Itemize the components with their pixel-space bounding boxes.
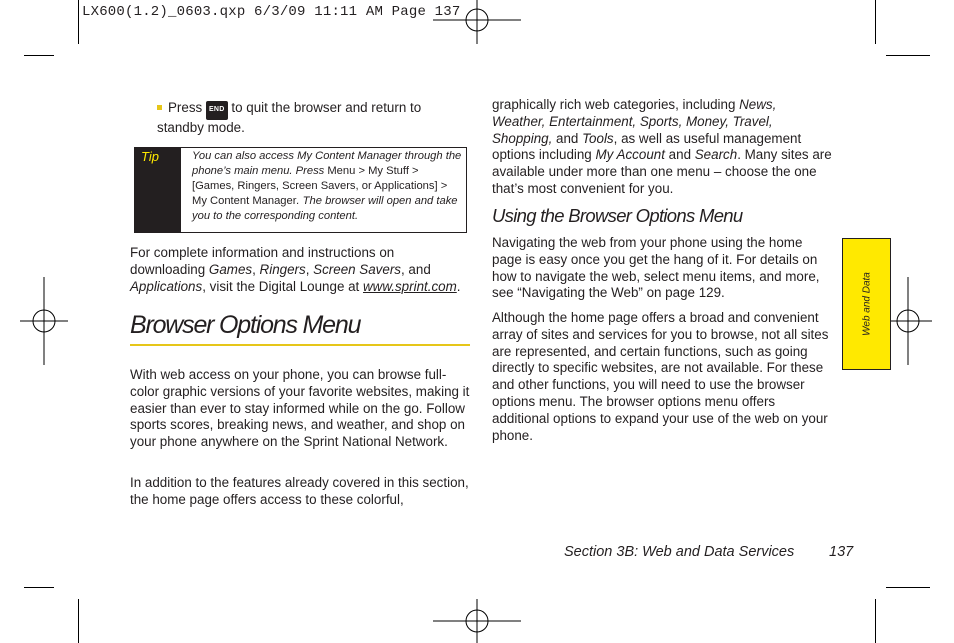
print-slug: LX600(1.2)_0603.qxp 6/3/09 11:11 AM Page 137 (82, 4, 461, 20)
side-tab-label: Web and Data (861, 272, 872, 336)
side-tab (842, 238, 891, 370)
tip-box (134, 147, 467, 233)
section-heading: Browser Options Menu (130, 311, 361, 339)
page-number: 137 (829, 544, 854, 560)
tip-text: You can also access My Content Manager through the phone’s main menu. Press Menu > My Stuff > [Games, Ringers, Screen Savers, or Applications] > My Content Manager. The browser will open and take you to the corresponding content. (192, 150, 462, 222)
bullet-item: Press END to quit the browser and return to standby mode. (157, 100, 422, 135)
heading-rule (130, 344, 470, 346)
categories-paragraph: graphically rich web categories, including News, Weather, Entertainment, Sports, Money, Travel, Shopping, and Tools, as well as useful management options including My Account and Search. Many sites are available under more than one menu – choose the one that’s most convenient for you. (492, 97, 832, 196)
home-page-paragraph: In addition to the features already covered in this section, the home page offers access to these colorful, (130, 475, 469, 507)
footer-section: Section 3B: Web and Data Services (564, 544, 795, 560)
web-access-paragraph: With web access on your phone, you can browse full-color graphic versions of your favorite websites, making it easier than ever to stay informed while on the go. Follow sports scores, breaking news, and weather, and shop on your phone anywhere on the Sprint National Network. (130, 367, 470, 450)
navigating-paragraph: Navigating the web from your phone using the home page is easy once you get the hang of it. For details on how to navigate the web, select menu items, and more, see “Navigating the Web” on page 129. (492, 235, 820, 301)
end-key-icon: END (206, 101, 228, 120)
subsection-heading: Using the Browser Options Menu (492, 205, 743, 226)
sprint-link[interactable]: www.sprint.com (363, 278, 457, 294)
tip-label: Tip (135, 148, 181, 232)
download-info-paragraph: For complete information and instructions on downloading Games, Ringers, Screen Savers, and Applications, visit the Digital Lounge at www.sprint.com. (130, 245, 461, 294)
browser-menu-paragraph: Although the home page offers a broad and convenient array of sites and services for you to browse, not all sites are represented, and certain functions, such as going directly to specific websites, are not available. For these and other functions, you will need to use the browser options menu. The browser options menu offers additional options to expand your use of the web on your phone. (492, 310, 829, 443)
bullet-square (157, 105, 162, 110)
